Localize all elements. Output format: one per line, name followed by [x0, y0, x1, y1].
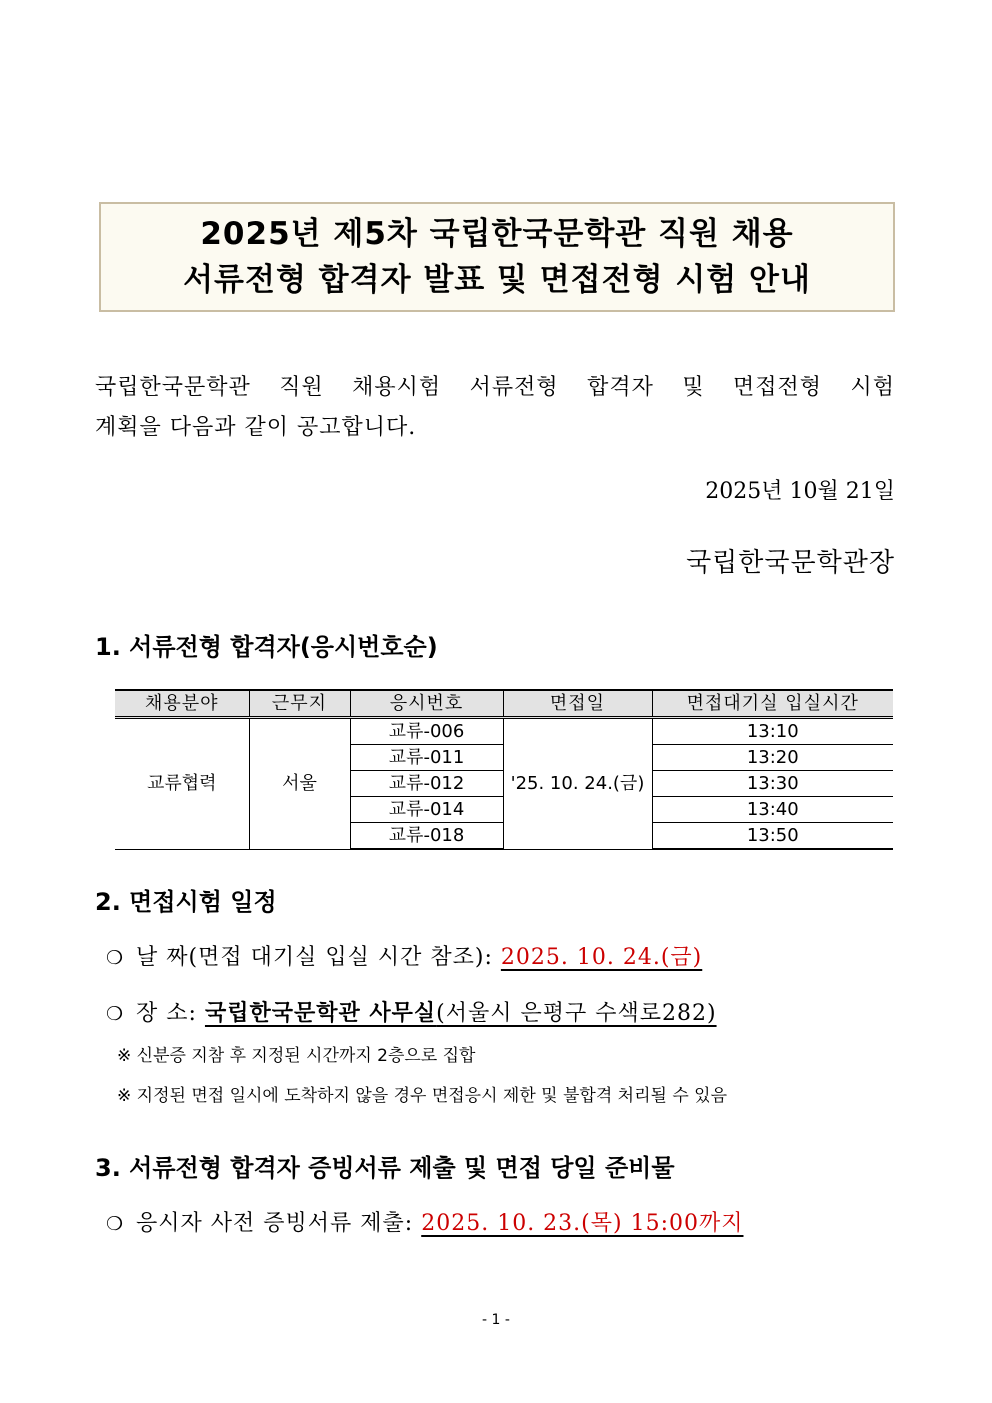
interview-date-value: 2025. 10. 24.(금) [500, 945, 703, 970]
cell-time: 13:30 [652, 771, 893, 797]
cell-time: 13:40 [652, 797, 893, 823]
cell-field: 교류협력 [115, 718, 249, 850]
table-header-row [115, 690, 893, 718]
cell-number: 교류-014 [350, 797, 503, 823]
header-location: 근무지 [249, 690, 350, 718]
cell-time: 13:20 [652, 745, 893, 771]
section-3-heading: 3. 서류전형 합격자 증빙서류 제출 및 면접 당일 준비물 [95, 1154, 675, 1182]
hollow-circle-bullet-icon: ❍ [106, 947, 125, 969]
cell-number: 교류-018 [350, 823, 503, 850]
cell-location: 서울 [249, 718, 350, 850]
page-number: - 1 - [482, 1312, 510, 1328]
title-line-2: 서류전형 합격자 발표 및 면접전형 시험 안내 [183, 262, 811, 298]
note-id-card: ※ 신분증 지참 후 지정된 시간까지 2층으로 집합 [117, 1046, 476, 1066]
cell-time: 13:10 [652, 718, 893, 745]
cell-number: 교류-011 [350, 745, 503, 771]
issuer: 국립한국문학관장 [686, 548, 895, 578]
header-number: 응시번호 [350, 690, 503, 718]
interview-date-label: 날 짜(면접 대기실 입실 시간 참조): [136, 945, 501, 970]
interview-place-address: (서울시 은평구 수색로282) [436, 1001, 717, 1026]
document-submit-deadline: 2025. 10. 23.(목) 15:00까지 [421, 1211, 744, 1236]
section-2-heading: 2. 면접시험 일정 [95, 888, 277, 916]
intro-line-2: 계획을 다음과 같이 공고합니다. [95, 415, 417, 440]
header-interview-date: 면접일 [503, 690, 652, 718]
hollow-circle-bullet-icon: ❍ [106, 1213, 125, 1235]
announcement-date: 2025년 10월 21일 [705, 479, 895, 504]
header-field: 채용분야 [115, 690, 249, 718]
document-submit-label: 응시자 사전 증빙서류 제출: [136, 1211, 422, 1236]
cell-number: 교류-006 [350, 718, 503, 745]
cell-time: 13:50 [652, 823, 893, 850]
hollow-circle-bullet-icon: ❍ [106, 1003, 125, 1025]
interview-place-label: 장 소: [136, 1001, 205, 1026]
table-row [115, 718, 893, 745]
interview-place-name: 국립한국문학관 사무실 [204, 1000, 437, 1026]
intro-line-1: 국립한국문학관 직원 채용시험 서류전형 합격자 및 면접전형 시험 [95, 375, 895, 400]
cell-interview-date: '25. 10. 24.(금) [503, 718, 652, 850]
interview-place-value [205, 1001, 717, 1026]
intro-paragraph [95, 368, 895, 448]
header-entry-time: 면접대기실 입실시간 [652, 690, 893, 718]
interview-date-item [106, 940, 702, 976]
interview-place-item [106, 995, 717, 1032]
document-submit-item [106, 1206, 743, 1242]
note-late-arrival: ※ 지정된 면접 일시에 도착하지 않을 경우 면접응시 제한 및 불합격 처리될 수 있음 [117, 1086, 727, 1106]
title-box [99, 202, 895, 312]
title-line-1: 2025년 제5차 국립한국문학관 직원 채용 [200, 216, 794, 252]
section-1-heading: 1. 서류전형 합격자(응시번호순) [95, 633, 438, 661]
cell-number: 교류-012 [350, 771, 503, 797]
applicants-table [115, 689, 893, 850]
